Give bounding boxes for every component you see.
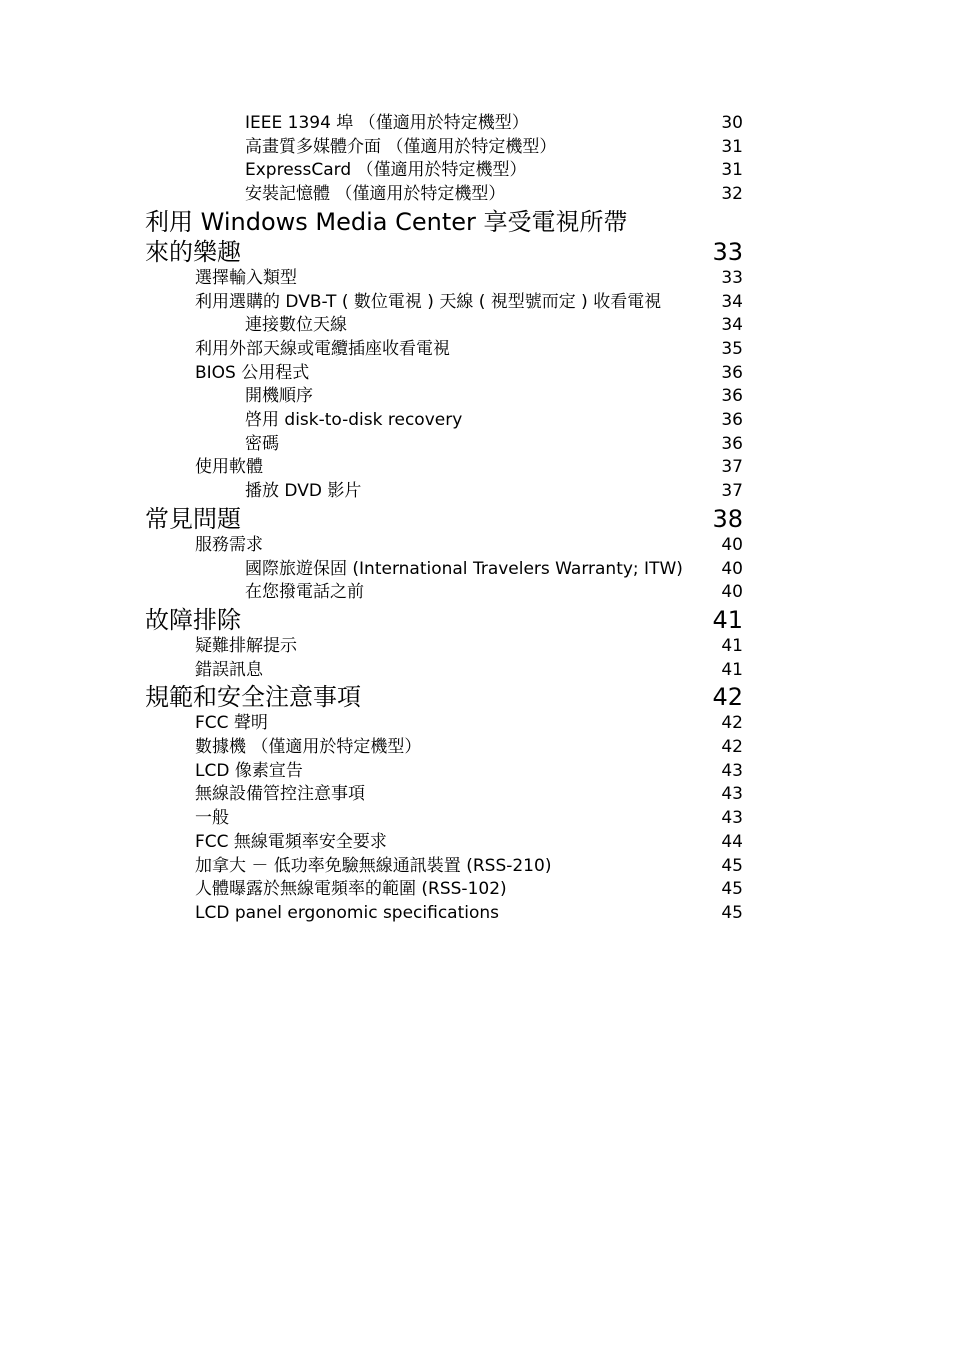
toc-chapter-page: 38	[712, 504, 743, 533]
toc-entry-page: 33	[721, 267, 743, 288]
toc-chapter-title: 規範和安全注意事項	[145, 683, 361, 712]
toc-entry	[145, 878, 743, 902]
toc-entry-title: 密碼	[245, 433, 279, 454]
toc-entry	[145, 112, 743, 136]
toc-entry-page: 40	[721, 582, 743, 603]
toc-entry-page: 45	[721, 902, 743, 923]
toc-entry-title: 人體曝露於無線電頻率的範圍 (RSS-102)	[195, 879, 507, 900]
toc-entry	[145, 635, 743, 659]
toc-entry-page: 43	[721, 808, 743, 829]
toc-entry-title: IEEE 1394 埠 （僅適用於特定機型）	[245, 113, 529, 133]
toc-entry-title: 無線設備管控注意事項	[195, 784, 365, 805]
toc-entry-page: 43	[721, 784, 743, 805]
toc-entry-title: FCC 無線電頻率安全要求	[195, 831, 387, 852]
toc-entry-title: LCD panel ergonomic specifications	[195, 902, 500, 923]
toc-entry-title: 選擇輸入類型	[195, 267, 297, 288]
toc-chapter-page: 42	[712, 683, 743, 712]
toc-chapter-heading	[145, 207, 743, 267]
toc-entry	[145, 807, 743, 831]
toc-entry-page: 45	[721, 879, 743, 900]
toc-entry	[145, 291, 743, 315]
toc-entry-page: 44	[721, 831, 743, 852]
toc-entry	[145, 760, 743, 784]
toc-entry-title: FCC 聲明	[195, 713, 268, 734]
toc-entry-title: 國際旅遊保固 (International Travelers Warranty; ITW)	[245, 558, 683, 579]
toc-entry	[145, 902, 743, 926]
toc-chapter-title: 故障排除	[145, 605, 241, 634]
toc-entry-page: 40	[721, 534, 743, 555]
toc-chapter-heading	[145, 504, 743, 534]
toc-entry	[145, 712, 743, 736]
toc-entry-page: 36	[721, 386, 743, 407]
toc-entry	[145, 831, 743, 855]
toc-entry-title: 啓用 disk-to-disk recovery	[245, 410, 463, 431]
toc-entry-page: 42	[721, 737, 743, 758]
toc-entry	[145, 136, 743, 160]
toc-entry	[145, 581, 743, 605]
toc-entry	[145, 159, 743, 183]
toc-entry-page: 35	[721, 338, 743, 359]
toc-entry-page: 34	[721, 315, 743, 336]
toc-chapter-page: 33	[712, 237, 743, 266]
toc-entry-page: 41	[721, 635, 743, 656]
toc-entry-title: 疑難排解提示	[195, 635, 297, 656]
toc-entry-title: 安裝記憶體 （僅適用於特定機型）	[245, 184, 506, 205]
toc-entry-page: 43	[721, 760, 743, 781]
toc-entry-page: 45	[721, 855, 743, 876]
toc-entry-title: BIOS 公用程式	[195, 362, 310, 383]
toc-entry	[145, 480, 743, 504]
toc-entry	[145, 558, 743, 582]
toc-entry-title: 開機順序	[245, 386, 313, 407]
toc-entry-page: 40	[721, 558, 743, 579]
toc-entry-page: 32	[721, 184, 743, 205]
toc-entry-page: 36	[721, 433, 743, 454]
toc-entry-page: 41	[721, 659, 743, 680]
toc-entry-title: 錯誤訊息	[195, 659, 263, 680]
toc-entry	[145, 267, 743, 291]
toc-entry	[145, 456, 743, 480]
toc-entry	[145, 855, 743, 879]
toc-entry-title: 數據機 （僅適用於特定機型）	[195, 737, 422, 758]
toc-entry-title: 在您撥電話之前	[245, 582, 364, 603]
toc-entry-page: 37	[721, 481, 743, 502]
toc-entry-page: 36	[721, 410, 743, 431]
toc-entry	[145, 736, 743, 760]
toc-entry	[145, 433, 743, 457]
toc-entry-title: 一般	[195, 808, 229, 829]
toc-chapter-heading	[145, 682, 743, 712]
toc-entry-page: 42	[721, 713, 743, 734]
toc-entry	[145, 385, 743, 409]
toc-entry	[145, 534, 743, 558]
toc-entry-page: 31	[721, 160, 743, 181]
toc-entry	[145, 338, 743, 362]
toc-chapter-title: 常見問題	[145, 504, 241, 533]
toc-entry-page: 37	[721, 457, 743, 478]
toc-entry-title: LCD 像素宣告	[195, 760, 303, 781]
toc-chapter-page: 41	[712, 605, 743, 634]
toc-entry	[145, 314, 743, 338]
toc-entry-page: 36	[721, 362, 743, 383]
toc-entry	[145, 183, 743, 207]
toc-entry-title: 播放 DVD 影片	[245, 481, 362, 502]
table-of-contents	[145, 112, 743, 926]
toc-entry	[145, 362, 743, 386]
toc-entry-title: 服務需求	[195, 534, 263, 555]
toc-entry	[145, 783, 743, 807]
toc-entry	[145, 659, 743, 683]
toc-entry-title: ExpressCard （僅適用於特定機型）	[245, 160, 527, 181]
toc-chapter-heading	[145, 605, 743, 635]
toc-entry-title: 利用選購的 DVB-T ( 數位電視 ) 天線 ( 視型號而定 ) 收看電視	[195, 291, 662, 312]
toc-chapter-title: 利用 Windows Media Center 享受電視所帶來的樂趣	[145, 207, 628, 266]
toc-entry-title: 連接數位天線	[245, 315, 347, 336]
toc-entry-title: 加拿大 － 低功率免驗無線通訊裝置 (RSS-210)	[195, 855, 552, 876]
toc-entry-title: 利用外部天線或電纜插座收看電視	[195, 338, 450, 359]
toc-entry-page: 34	[721, 291, 743, 312]
toc-entry-page: 31	[721, 136, 743, 157]
toc-entry-title: 高畫質多媒體介面 （僅適用於特定機型）	[245, 136, 557, 157]
toc-entry-title: 使用軟體	[195, 457, 263, 478]
toc-entry-page: 30	[721, 113, 743, 133]
toc-entry	[145, 409, 743, 433]
